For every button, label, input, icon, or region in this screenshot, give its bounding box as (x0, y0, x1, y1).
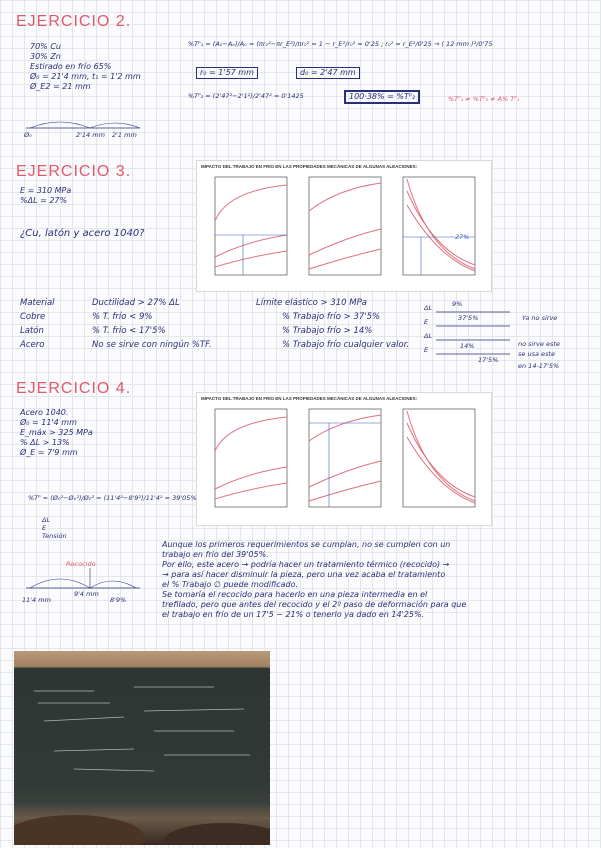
ej2-sketch-d2: 2'1 mm (112, 131, 137, 139)
ej2-r0-box: r₀ = 1'57 mm (196, 67, 258, 79)
ej2-sketch-d1: 2'14 mm (76, 131, 105, 139)
table-cell-elastic: % Trabajo frío > 37'5% (282, 312, 381, 322)
ej2-title: EJERCICIO 2. (16, 13, 132, 30)
table-cell-material: Latón (20, 326, 44, 336)
ej4-sketch-recocido: Recocido (66, 560, 96, 568)
ej4-explain-3: Por ello, este acero → podría hacer un tratamiento térmico (recocido) → (162, 560, 450, 569)
ej4-explain-5: el % Trabajo ∅ puede modificado. (162, 580, 299, 589)
ej2-sketch (20, 114, 150, 144)
ej3-chart-title: IMPACTO DEL TRABAJO EN FRÍO EN LAS PROPIEDADES MECÁNICAS DE ALGUNAS ALEACIONES: (201, 164, 418, 169)
ej3-question: ¿Cu, latón y acero 1040? (20, 228, 145, 239)
table-header-ductility: Ductilidad > 27% ΔL (92, 298, 180, 308)
ej4-explain-7: trefilado, pero que antes del recocido y el 2º paso de deformación para que (162, 600, 467, 609)
blackboard-photo (14, 651, 270, 845)
ej2-data (30, 42, 141, 92)
side-e-1: E (424, 318, 429, 326)
side-note-4: en 14-17'5% (518, 362, 560, 370)
ej4-data (20, 408, 93, 458)
ej2-data-1: 70% Cu (30, 42, 61, 51)
table-cell-elastic: % Trabajo frío > 14% (282, 326, 373, 336)
ej4-list-e: E (42, 524, 47, 532)
ej4-list-dl: ΔL (42, 516, 51, 524)
ej3-chart-mark: 27% (455, 233, 470, 241)
ej2-data-2: 30% Zn (30, 52, 61, 61)
ej3-data-1: E = 310 MPa (20, 186, 72, 195)
ej4-chart-title: IMPACTO DEL TRABAJO EN FRÍO EN LAS PROPIEDADES MECÁNICAS DE ALGUNAS ALEACIONES: (201, 396, 418, 401)
ej2-result-box: 100·38% = %Tᴾ₂ (344, 90, 420, 104)
ej4-sketch-d0: 11'4 mm (22, 596, 51, 604)
ej3-data-2: %ΔL = 27% (20, 196, 68, 205)
ej2-equation-2: %Tᴾ₂ = (2'47²−2'1²)/2'47² = 0'1425 (188, 92, 304, 100)
side-e-2: E (424, 346, 429, 354)
table-cell-elastic: % Trabajo frío cualquier valor. (282, 340, 410, 350)
ej2-data-4: Ø₀ = 21'4 mm, t₁ = 1'2 mm (30, 72, 141, 81)
ej2-equation-1: %Tᴾ₁ = (A₀−Aₑ)/A₀ = (πr₀²−πr_E²)/πr₀² = 1 − r_E²/r₀² = 0'25 ; r₀² = r_E²/0'25 → ( 12 mm )²/0'75 (188, 40, 493, 48)
ej4-equation: %Tᴾ = (Ø₀²−Øₑ²)/Ø₀² = (11'4²−8'9²)/11'4² = 39'05% (28, 494, 197, 502)
side-dl-2: ΔL (424, 332, 433, 340)
side-14: 14% (460, 342, 475, 350)
side-note-3: se usa este (518, 350, 555, 358)
ej4-explain-2: trabajo en frío del 39'05%. (162, 550, 269, 559)
table-header-elastic: Límite elástico > 310 MPa (256, 298, 367, 308)
ej4-explanation (162, 540, 592, 620)
ej2-note: %Tᴾ₁ ≠ %Tᴾ₂ ≠ A% Tᴾ₁ (448, 95, 520, 103)
ej2-data-3: Estirado en frío 65% (30, 62, 112, 71)
ej4-explain-4: → para así hacer disminuir la pieza, pero una vez acaba el tratamiento (162, 570, 446, 579)
ej4-chart-image (196, 392, 492, 526)
ej4-explain-1: Aunque los primeros requerimientos se cumplan, no se cumplen con un (162, 540, 451, 549)
table-cell-ductility: % T. frío < 17'5% (92, 326, 166, 336)
table-side-sketch (420, 300, 520, 364)
ej3-chart-image (196, 160, 492, 292)
table-cell-ductility: No se sirve con ningún %TF. (92, 340, 212, 350)
table-header-material: Material (20, 298, 55, 308)
ej3-title: EJERCICIO 3. (16, 163, 132, 180)
side-37: 37'5% (458, 314, 479, 322)
table-cell-ductility: % T. frío < 9% (92, 312, 153, 322)
ej4-data-1: Acero 1040. (20, 408, 69, 417)
side-dl-1: ΔL (424, 304, 433, 312)
ej4-data-3: E_máx > 325 MPa (20, 428, 93, 437)
side-9: 9% (452, 300, 463, 308)
ej4-data-5: Ø_E = 7'9 mm (20, 448, 78, 457)
side-note-1: Ya no sirve (522, 314, 558, 322)
ej4-title: EJERCICIO 4. (16, 380, 132, 397)
ej4-data-4: % ΔL > 13% (20, 438, 70, 447)
ej4-sketch-d1: 9'4 mm (74, 590, 99, 598)
table-cell-material: Acero (20, 340, 45, 350)
ej3-data (20, 186, 71, 206)
ej2-d0-box: d₀ = 2'47 mm (296, 67, 360, 79)
side-17: 17'5% (478, 356, 499, 364)
ej4-list (42, 516, 67, 540)
ej4-explain-8: el trabajo en frío de un 17'5 − 21% o tenerlo ya dado en 14'25%. (162, 610, 425, 619)
table-cell-material: Cobre (20, 312, 46, 322)
side-note-2: no sirve este (518, 340, 560, 348)
ej4-sketch-d2: 8'9% (110, 596, 127, 604)
ej2-data-5: Ø_E2 = 21 mm (30, 82, 91, 91)
ej4-data-2: Ø₀ = 11'4 mm (20, 418, 77, 427)
ej2-sketch-d0: Ø₀ (24, 131, 32, 139)
ej4-explain-6: Se tomaría el recocido para hacerlo en una pieza intermedia en el (162, 590, 428, 599)
ej4-list-t: Tensión (42, 532, 67, 540)
